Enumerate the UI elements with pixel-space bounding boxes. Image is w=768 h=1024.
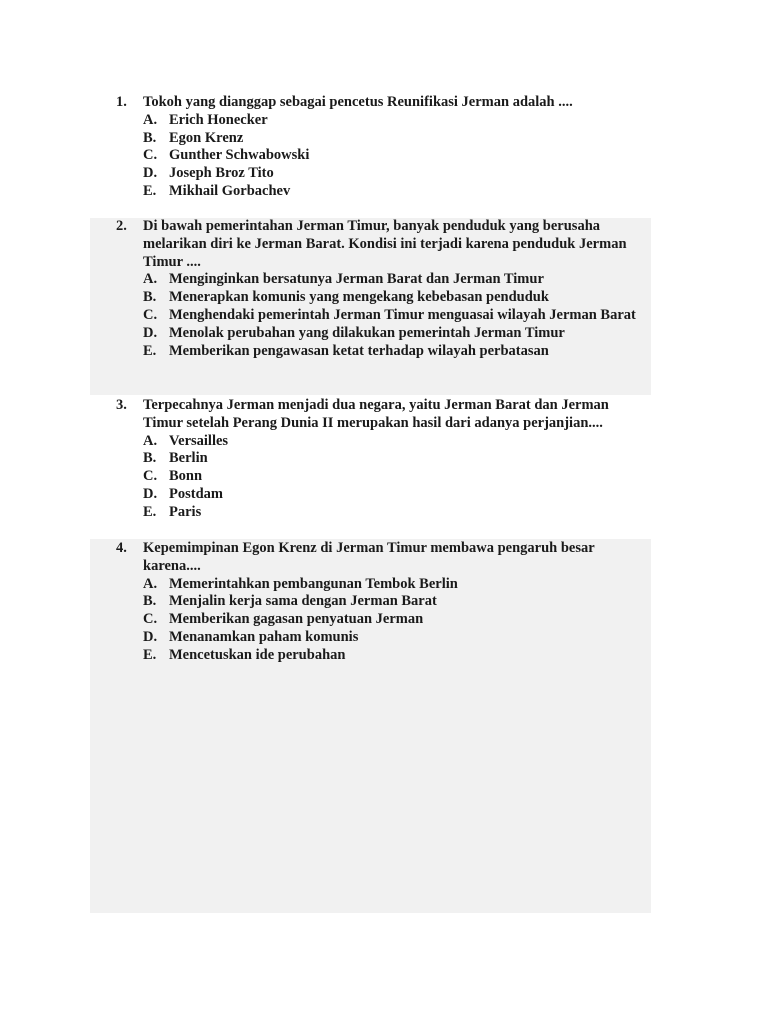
option-text: Mencetuskan ide perubahan <box>169 646 346 663</box>
option-text: Postdam <box>169 485 223 502</box>
question-text: Di bawah pemerintahan Jerman Timur, banyak penduduk yang berusaha melarikan diri ke Jerman Barat. Kondisi ini terjadi karena penduduk Jerman Timur .... <box>143 218 627 270</box>
option-d[interactable] <box>143 486 636 504</box>
option-list <box>116 576 636 665</box>
option-letter: B. <box>143 450 157 467</box>
option-text: Bonn <box>169 468 203 485</box>
option-b[interactable] <box>143 289 636 307</box>
option-letter: E. <box>143 503 157 520</box>
option-list <box>116 112 636 201</box>
question-3 <box>116 397 636 522</box>
option-text: Menghendaki pemerintah Jerman Timur menguasai wilayah Jerman Barat <box>169 306 636 323</box>
question-text: Kepemimpinan Egon Krenz di Jerman Timur membawa pengaruh besar karena.... <box>143 540 595 574</box>
option-c[interactable] <box>143 611 636 629</box>
option-list <box>116 433 636 522</box>
question-stem <box>116 218 636 271</box>
option-text: Egon Krenz <box>169 129 244 146</box>
option-text: Versailles <box>169 432 229 449</box>
option-letter: B. <box>143 593 157 610</box>
option-text: Memberikan pengawasan ketat terhadap wilayah perbatasan <box>169 342 549 359</box>
option-text: Menjalin kerja sama dengan Jerman Barat <box>169 593 437 610</box>
option-a[interactable] <box>143 576 636 594</box>
question-1 <box>116 94 636 201</box>
question-number: 3. <box>116 397 127 413</box>
option-text: Berlin <box>169 450 208 467</box>
option-letter: C. <box>143 468 158 485</box>
option-b[interactable] <box>143 130 636 148</box>
option-e[interactable] <box>143 504 636 522</box>
option-text: Mikhail Gorbachev <box>169 182 291 199</box>
option-d[interactable] <box>143 325 636 343</box>
option-letter: E. <box>143 342 157 359</box>
option-letter: C. <box>143 147 158 164</box>
option-e[interactable] <box>143 343 636 361</box>
option-text: Gunther Schwabowski <box>169 147 310 164</box>
option-letter: D. <box>143 485 158 502</box>
option-letter: D. <box>143 628 158 645</box>
option-letter: E. <box>143 646 157 663</box>
question-stem <box>116 94 636 112</box>
option-a[interactable] <box>143 271 636 289</box>
option-c[interactable] <box>143 147 636 165</box>
question-2 <box>116 218 636 360</box>
option-text: Erich Honecker <box>169 111 268 128</box>
option-letter: A. <box>143 271 158 288</box>
option-text: Joseph Broz Tito <box>169 165 274 182</box>
option-text: Menerapkan komunis yang mengekang kebebasan penduduk <box>169 289 549 306</box>
option-letter: C. <box>143 611 158 628</box>
option-c[interactable] <box>143 468 636 486</box>
option-letter: A. <box>143 575 158 592</box>
option-letter: C. <box>143 306 158 323</box>
option-letter: D. <box>143 165 158 182</box>
option-text: Memberikan gagasan penyatuan Jerman <box>169 611 424 628</box>
option-text: Memerintahkan pembangunan Tembok Berlin <box>169 575 458 592</box>
option-text: Paris <box>169 503 202 520</box>
question-4 <box>116 540 636 665</box>
option-text: Menanamkan paham komunis <box>169 628 359 645</box>
question-text: Terpecahnya Jerman menjadi dua negara, yaitu Jerman Barat dan Jerman Timur setelah Perang Dunia II merupakan hasil dari adanya perjanjian.... <box>143 397 609 431</box>
option-letter: E. <box>143 182 157 199</box>
question-number: 4. <box>116 540 127 556</box>
option-letter: D. <box>143 324 158 341</box>
option-letter: B. <box>143 289 157 306</box>
option-a[interactable] <box>143 433 636 451</box>
option-letter: A. <box>143 111 158 128</box>
question-text: Tokoh yang dianggap sebagai pencetus Reunifikasi Jerman adalah .... <box>143 94 573 110</box>
option-b[interactable] <box>143 450 636 468</box>
option-list <box>116 271 636 360</box>
question-number: 1. <box>116 94 127 110</box>
question-stem <box>116 540 636 576</box>
option-a[interactable] <box>143 112 636 130</box>
option-text: Menginginkan bersatunya Jerman Barat dan Jerman Timur <box>169 271 544 288</box>
option-e[interactable] <box>143 647 636 665</box>
option-letter: B. <box>143 129 157 146</box>
option-d[interactable] <box>143 629 636 647</box>
option-e[interactable] <box>143 183 636 201</box>
option-b[interactable] <box>143 593 636 611</box>
option-c[interactable] <box>143 307 636 325</box>
option-d[interactable] <box>143 165 636 183</box>
question-stem <box>116 397 636 433</box>
question-number: 2. <box>116 218 127 234</box>
option-text: Menolak perubahan yang dilakukan pemerintah Jerman Timur <box>169 324 565 341</box>
option-letter: A. <box>143 432 158 449</box>
